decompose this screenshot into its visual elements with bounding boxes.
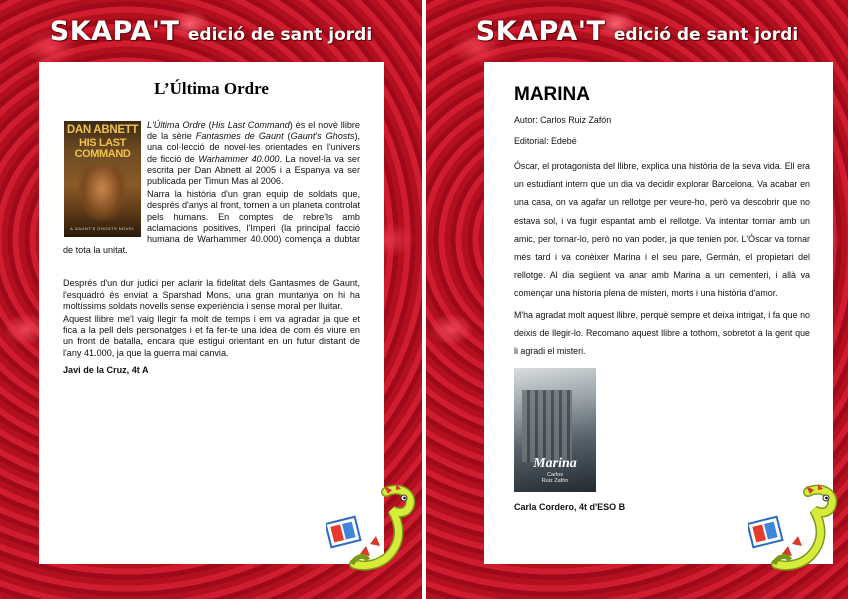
dragon-reading-book-icon bbox=[326, 484, 418, 574]
banner-left bbox=[0, 16, 422, 47]
right-paragraph-2: M'ha agradat molt aquest llibre, perquè sempre et deixa intrigat, i fa que no deixis de llegir-lo. Recomano aquest llibre a tothom, sobretot a la gent que li agradi el misteri. bbox=[514, 309, 810, 357]
cover-series: A GAUNT'S GHOSTS NOVEL bbox=[70, 225, 135, 231]
text-run: . La novel·la va ser escrita per Dan Abnett al 2005 i a Espanya va ser publicada per Timun Mas al 2006. bbox=[147, 153, 360, 187]
cover-title: Marina bbox=[533, 456, 577, 472]
right-article-body bbox=[514, 115, 810, 512]
banner-main: SKAPA'T bbox=[49, 16, 180, 47]
banner-main: SKAPA'T bbox=[475, 16, 606, 47]
left-page bbox=[0, 0, 422, 599]
left-paragraph-2: Narra la història d'un gran equip de soldats que, després d'anys al front, tornen a un planeta controlat pels humans. En comptes de rebre'ls amb aclamacions positives, l'Imperi (la principal facció humana de Warhammer 40.000) comença a dubtar de tota la unitat. bbox=[63, 189, 360, 256]
italic-title: Warhammer 40.000 bbox=[198, 153, 280, 164]
banner-right bbox=[426, 16, 848, 47]
cover-author-line: Ruiz Zafón bbox=[541, 478, 569, 485]
book-publisher: Editorial: Edebé bbox=[514, 136, 577, 146]
book-cover-marina bbox=[514, 368, 596, 492]
left-paragraph-3: Després d'un dur judici per aclarir la fidelitat dels Gantasmes de Gaunt, l'esquadró és enviat a Sparshad Mons, una gran muntanya on hi ha moltíssims soldats novells sense experiència i sense moral per lluitar. bbox=[63, 278, 360, 311]
left-article-body bbox=[63, 120, 360, 376]
italic-title: Gaunt's Ghosts bbox=[290, 131, 355, 142]
cover-title: HIS LAST COMMAND bbox=[74, 137, 131, 160]
text-run: ), una col·lecció de novel·les orientades en l'univers de ficció de bbox=[147, 131, 360, 164]
italic-title: L'Última Ordre bbox=[147, 120, 206, 130]
dragon-reading-book-icon bbox=[748, 484, 840, 574]
right-paragraph-1: Óscar, el protagonista del llibre, explica una història de la seva vida. Ell era un estudiant intern que un dia va decidir explorar Barcelona. Va acabar en una casa, on va agafar un rellotge per veure-ho, però va descobrir que no estava sol, i va fugir espantat amb el rellotge. Va intentar tornar amb un amic, per tornar-lo, però no van poder, ja que tenien por. L'Óscar va tornar més tard i va conèixer Marina i el seu pare, Germán, el propietari del rellotge. Al dia següent va anar amb Marina a un cementeri, i allà va començar una historia plena de misteri, morts i una història d'amor. bbox=[514, 161, 810, 299]
text-run: ( bbox=[205, 120, 212, 130]
italic-title: His Last Command bbox=[211, 120, 290, 130]
cover-author-line: Carlos bbox=[547, 472, 563, 479]
book-author: Autor: Carlos Ruiz Zafón bbox=[514, 115, 612, 125]
cover-author: DAN ABNETT bbox=[66, 124, 139, 136]
text-run: ) és el novè llibre de la sèrie bbox=[147, 120, 360, 142]
book-cover-his-last-command bbox=[64, 121, 141, 237]
cover-author bbox=[514, 472, 596, 484]
left-paragraph-4: Aquest llibre me'l vaig llegir fa molt de temps i em va agradar ja que et fica a la pell dels personatges i et fa fer-te una idea de com és viure en un front de batalla, encara que estigui orientant en un futur distant de l'any 41.000, ja que la guerra mai canvia. bbox=[63, 314, 360, 358]
right-page bbox=[426, 0, 848, 599]
left-signature: Javi de la Cruz, 4t A bbox=[63, 364, 149, 375]
cover-illustration bbox=[78, 167, 126, 221]
banner-sub: edició de sant jordi bbox=[613, 25, 799, 45]
right-article-title: MARINA bbox=[514, 84, 590, 105]
right-signature: Carla Cordero, 4t d'ESO B bbox=[514, 502, 626, 513]
text-run: ( bbox=[283, 131, 291, 142]
banner-sub: edició de sant jordi bbox=[187, 25, 373, 45]
cover-illustration bbox=[522, 390, 572, 462]
left-article-title: L’Última Ordre bbox=[154, 79, 269, 98]
italic-title: Fantasmes de Gaunt bbox=[195, 131, 284, 142]
